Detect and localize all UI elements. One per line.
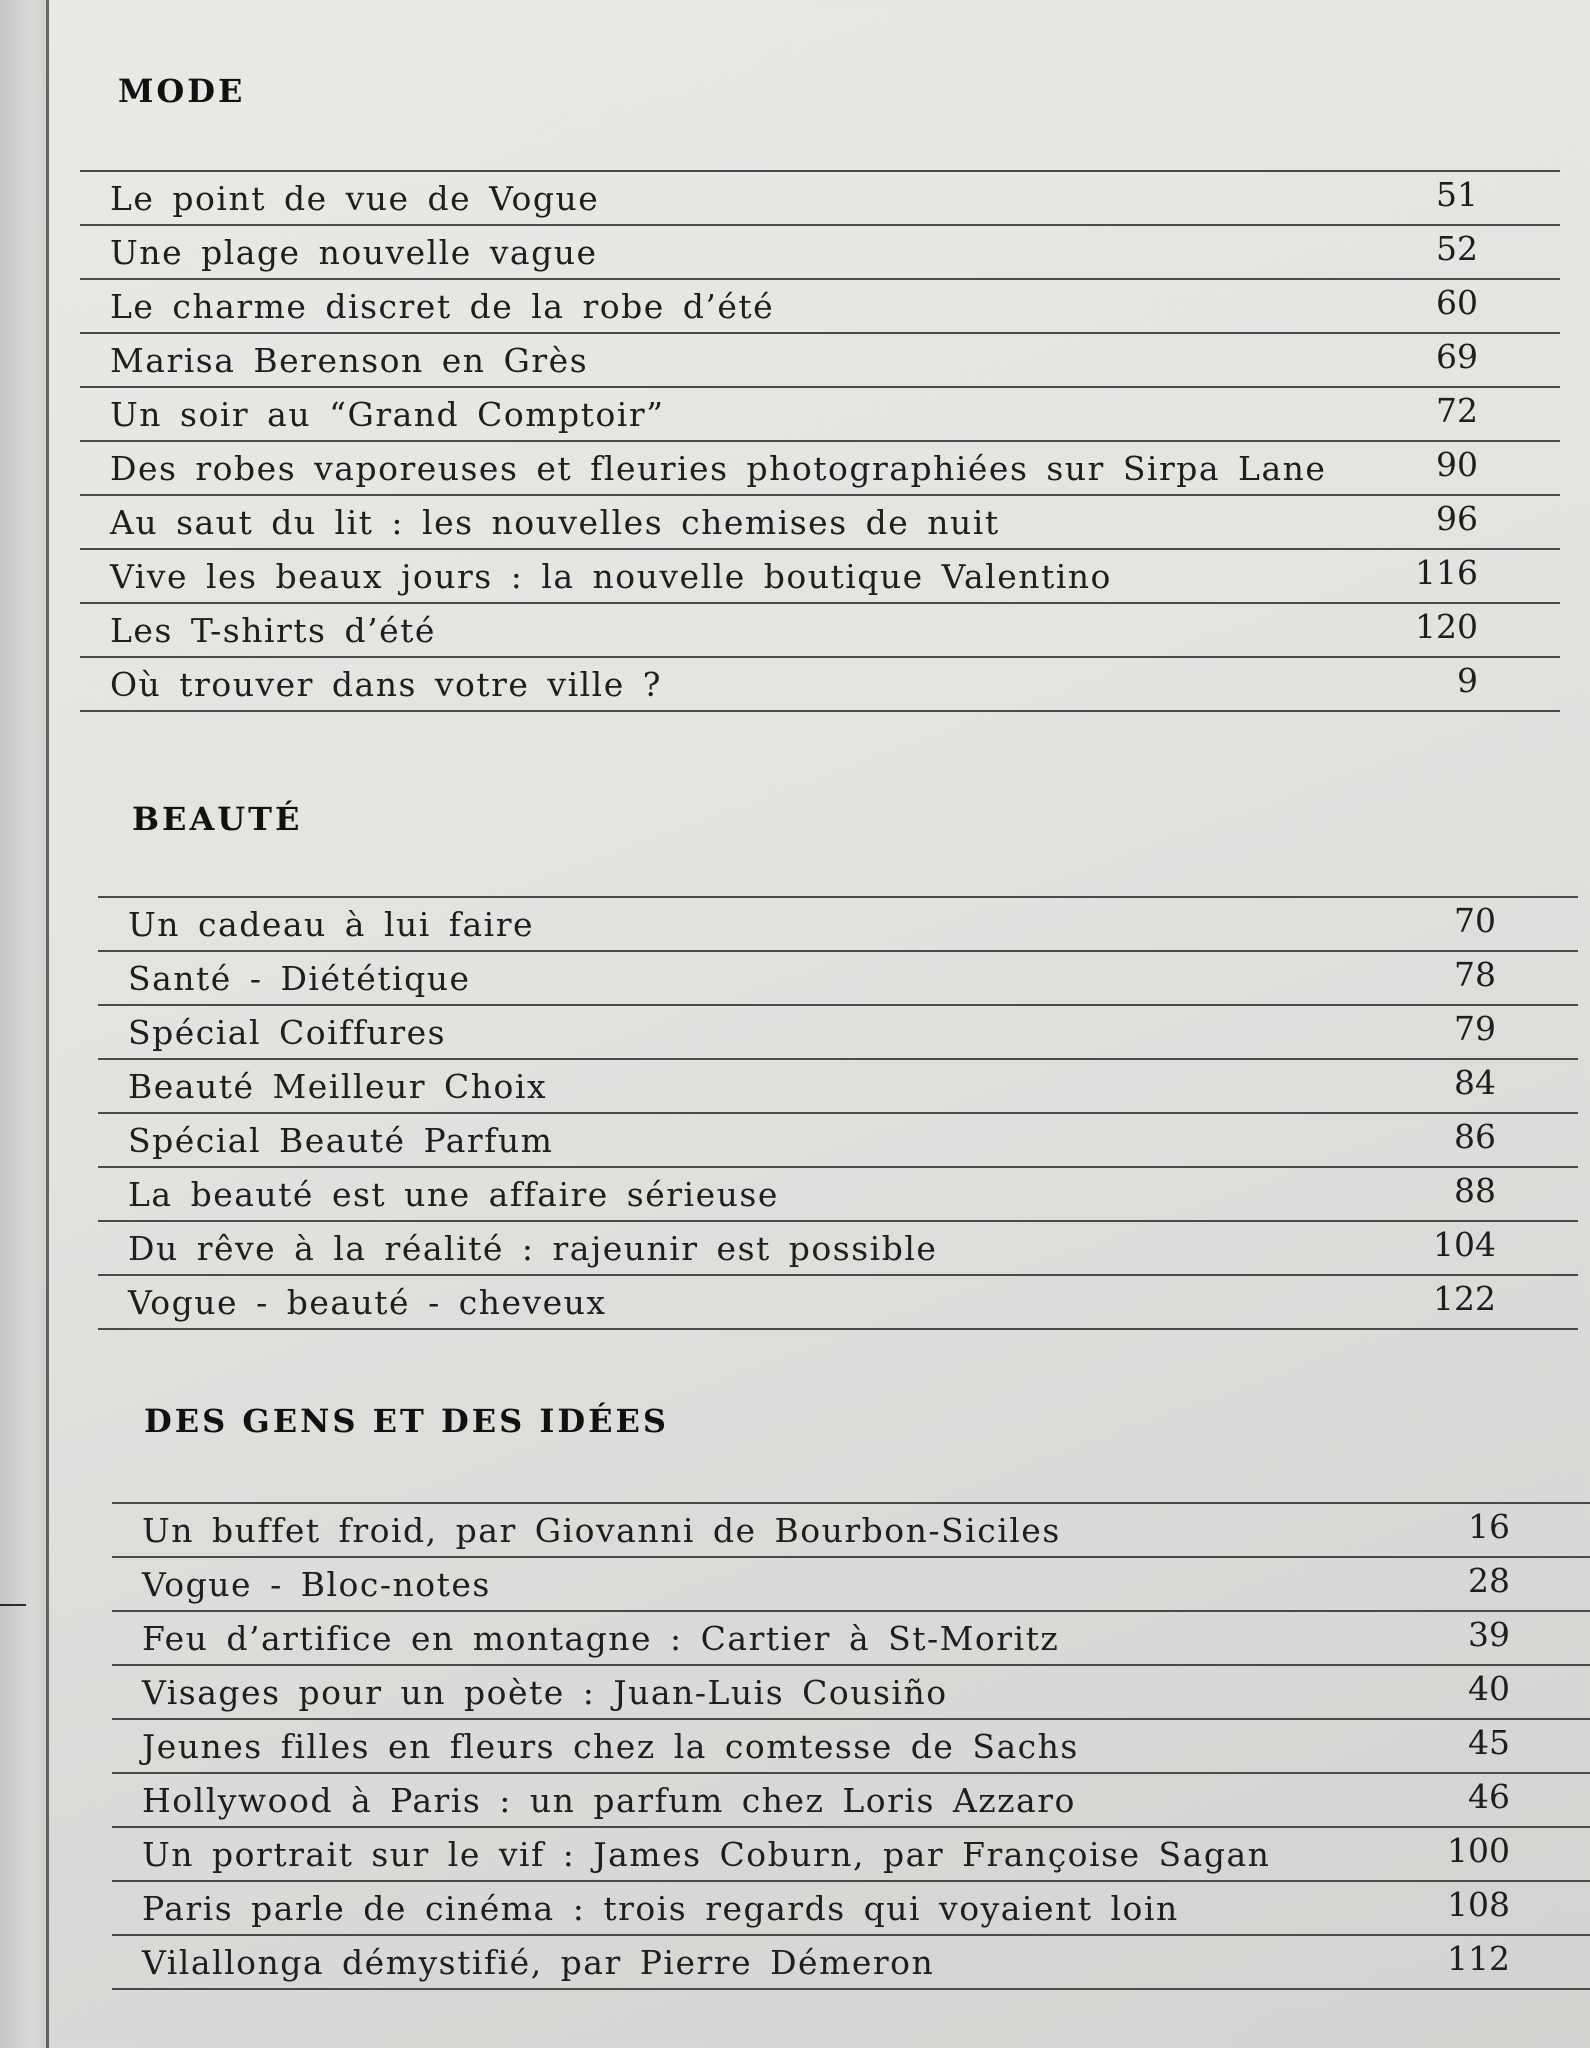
toc-entry[interactable] [80,388,1560,442]
entry-title: Des robes vaporeuses et fleuries photographiées sur Sirpa Lane [110,449,1327,488]
toc-list [98,896,1578,1330]
toc-entry[interactable] [98,1114,1578,1168]
toc-entry[interactable] [80,550,1560,604]
entry-page-number: 78 [1454,955,1496,994]
page-fold-line [46,0,49,2048]
toc-entry[interactable] [112,1882,1590,1936]
entry-title: Vive les beaux jours : la nouvelle boutique Valentino [110,557,1112,596]
entry-title: Hollywood à Paris : un parfum chez Loris Azzaro [142,1781,1076,1820]
entry-page-number: 120 [1415,607,1478,646]
entry-title: Spécial Beauté Parfum [128,1121,554,1160]
entry-page-number: 104 [1433,1225,1496,1264]
entry-title: Santé - Diététique [128,959,471,998]
entry-title: Beauté Meilleur Choix [128,1067,548,1106]
toc-entry[interactable] [80,280,1560,334]
entry-title: Visages pour un poète : Juan-Luis Cousiño [142,1673,948,1712]
entry-title: Marisa Berenson en Grès [110,341,589,380]
entry-title: Le point de vue de Vogue [110,179,600,218]
toc-entry[interactable] [112,1828,1590,1882]
toc-entry[interactable] [98,1222,1578,1276]
entry-title: Spécial Coiffures [128,1013,447,1052]
toc-entry[interactable] [80,496,1560,550]
toc-entry[interactable] [112,1666,1590,1720]
section-title: BEAUTÉ [132,800,303,838]
toc-entry[interactable] [98,1168,1578,1222]
entry-page-number: 90 [1436,445,1478,484]
entry-page-number: 70 [1454,901,1496,940]
entry-page-number: 51 [1436,175,1478,214]
entry-title: Vogue - beauté - cheveux [128,1283,607,1322]
entry-title: Du rêve à la réalité : rajeunir est possible [128,1229,938,1268]
entry-title: Un buffet froid, par Giovanni de Bourbon-Siciles [142,1511,1061,1550]
toc-list [80,170,1560,712]
entry-page-number: 72 [1436,391,1478,430]
entry-title: Jeunes filles en fleurs chez la comtesse de Sachs [142,1727,1079,1766]
toc-entry[interactable] [112,1936,1590,1990]
entry-title: Vilallonga démystifié, par Pierre Démeron [142,1943,935,1982]
toc-entry[interactable] [112,1612,1590,1666]
toc-entry[interactable] [80,226,1560,280]
entry-title: Une plage nouvelle vague [110,233,598,272]
entry-page-number: 100 [1447,1831,1510,1870]
toc-entry[interactable] [98,1060,1578,1114]
entry-title: Un portrait sur le vif : James Coburn, par Françoise Sagan [142,1835,1271,1874]
section-title: DES GENS ET DES IDÉES [144,1402,669,1440]
entry-title: Un cadeau à lui faire [128,905,535,944]
entry-page-number: 45 [1468,1723,1510,1762]
toc-list [112,1502,1590,1990]
entry-page-number: 69 [1436,337,1478,376]
entry-page-number: 88 [1454,1171,1496,1210]
entry-page-number: 84 [1454,1063,1496,1102]
entry-page-number: 86 [1454,1117,1496,1156]
entry-page-number: 28 [1468,1561,1510,1600]
toc-entry[interactable] [80,172,1560,226]
entry-title: Un soir au “Grand Comptoir” [110,395,665,434]
edge-mark [0,1604,26,1606]
toc-entry[interactable] [98,1276,1578,1330]
toc-entry[interactable] [80,604,1560,658]
entry-page-number: 122 [1433,1279,1496,1318]
section-title: MODE [118,72,246,110]
page-edge [0,0,46,2048]
toc-entry[interactable] [98,952,1578,1006]
entry-title: Le charme discret de la robe d’été [110,287,775,326]
entry-page-number: 60 [1436,283,1478,322]
toc-entry[interactable] [80,658,1560,712]
toc-entry[interactable] [112,1774,1590,1828]
toc-entry[interactable] [80,334,1560,388]
entry-title: Où trouver dans votre ville ? [110,665,662,704]
entry-page-number: 39 [1468,1615,1510,1654]
entry-page-number: 9 [1457,661,1478,700]
entry-page-number: 79 [1454,1009,1496,1048]
toc-entry[interactable] [112,1504,1590,1558]
entry-page-number: 116 [1415,553,1478,592]
entry-title: Au saut du lit : les nouvelles chemises de nuit [110,503,1000,542]
toc-entry[interactable] [112,1558,1590,1612]
entry-title: Feu d’artifice en montagne : Cartier à St-Moritz [142,1619,1060,1658]
entry-page-number: 112 [1447,1939,1510,1978]
entry-title: La beauté est une affaire sérieuse [128,1175,779,1214]
entry-page-number: 16 [1468,1507,1510,1546]
entry-title: Vogue - Bloc-notes [142,1565,491,1604]
entry-title: Paris parle de cinéma : trois regards qui voyaient loin [142,1889,1179,1928]
entry-title: Les T-shirts d’été [110,611,436,650]
entry-page-number: 96 [1436,499,1478,538]
toc-entry[interactable] [80,442,1560,496]
entry-page-number: 40 [1468,1669,1510,1708]
toc-entry[interactable] [98,898,1578,952]
entry-page-number: 52 [1436,229,1478,268]
toc-entry[interactable] [112,1720,1590,1774]
entry-page-number: 108 [1447,1885,1510,1924]
toc-entry[interactable] [98,1006,1578,1060]
entry-page-number: 46 [1468,1777,1510,1816]
